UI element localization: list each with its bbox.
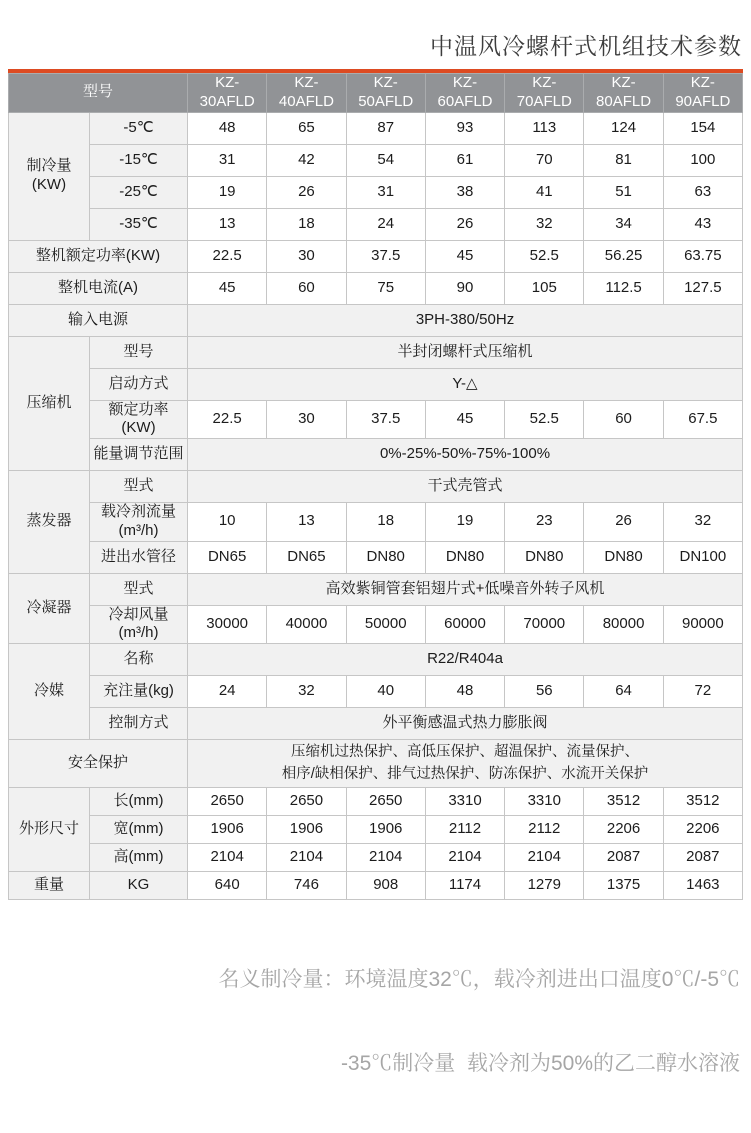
- footnote-line-1: 名义制冷量：环境温度32℃，载冷剂进出口温度0℃/-5℃: [218, 968, 740, 992]
- value-cell: 45: [188, 272, 267, 304]
- value-cell: 100: [663, 144, 742, 176]
- table-row: [9, 400, 743, 439]
- value-cell: 19: [188, 176, 267, 208]
- row-label-cell: 冷却风量(m³/h): [90, 605, 188, 644]
- value-cell: 41: [505, 176, 584, 208]
- value-cell: 90000: [663, 605, 742, 644]
- table-row: [9, 304, 743, 336]
- value-cell: 30000: [188, 605, 267, 644]
- value-cell: 124: [584, 112, 663, 144]
- row-label-cell: 整机额定功率(KW): [9, 240, 188, 272]
- value-cell: 18: [346, 503, 425, 542]
- value-cell: 30: [267, 400, 346, 439]
- header-model-label: 型号: [9, 74, 188, 113]
- header-model: KZ-80AFLD: [584, 74, 663, 113]
- value-cell: 24: [346, 208, 425, 240]
- row-label-cell: 型式: [90, 471, 188, 503]
- row-label-cell: -25℃: [90, 176, 188, 208]
- table-header-row: [9, 74, 743, 113]
- value-cell: 45: [425, 400, 504, 439]
- value-cell: DN65: [267, 541, 346, 573]
- safety-protection-cell: [188, 740, 743, 788]
- table-row: [9, 816, 743, 844]
- value-cell: 40: [346, 676, 425, 708]
- table-row: [9, 503, 743, 542]
- table-row: [9, 788, 743, 816]
- value-cell: 1906: [267, 816, 346, 844]
- value-cell: 56.25: [584, 240, 663, 272]
- value-cell: 65: [267, 112, 346, 144]
- row-label-cell: 输入电源: [9, 304, 188, 336]
- table-row: [9, 471, 743, 503]
- value-cell: 52.5: [505, 400, 584, 439]
- category-cell-weight: 重量: [9, 872, 90, 900]
- table-row: [9, 872, 743, 900]
- merged-value-cell: 3PH-380/50Hz: [188, 304, 743, 336]
- row-label-cell: 控制方式: [90, 708, 188, 740]
- value-cell: 1906: [188, 816, 267, 844]
- table-row: [9, 272, 743, 304]
- value-cell: 32: [505, 208, 584, 240]
- value-cell: 67.5: [663, 400, 742, 439]
- header-model: KZ-90AFLD: [663, 74, 742, 113]
- value-cell: DN80: [584, 541, 663, 573]
- value-cell: 31: [188, 144, 267, 176]
- value-cell: 51: [584, 176, 663, 208]
- value-cell: 2104: [188, 844, 267, 872]
- value-cell: 908: [346, 872, 425, 900]
- value-cell: 42: [267, 144, 346, 176]
- value-cell: 43: [663, 208, 742, 240]
- table-row: [9, 573, 743, 605]
- row-label-cell: 充注量(kg): [90, 676, 188, 708]
- table-row: [9, 240, 743, 272]
- table-row: [9, 336, 743, 368]
- footnote-line-2: -35℃制冷量 载冷剂为50%的乙二醇水溶液: [340, 1051, 740, 1075]
- row-label-cell: 载冷剂流量(m³/h): [90, 503, 188, 542]
- row-label-cell: 整机电流(A): [9, 272, 188, 304]
- safety-line-1: 压缩机过热保护、高低压保护、超温保护、流量保护、: [291, 743, 639, 760]
- value-cell: 70: [505, 144, 584, 176]
- spec-table: [8, 73, 743, 900]
- merged-value-cell: Y-△: [188, 368, 743, 400]
- value-cell: 93: [425, 112, 504, 144]
- value-cell: 32: [663, 503, 742, 542]
- row-label-cell: 安全保护: [9, 740, 188, 788]
- table-row: [9, 439, 743, 471]
- page-title: 中温风冷螺杆式机组技术参数: [430, 33, 742, 59]
- value-cell: 10: [188, 503, 267, 542]
- value-cell: 30: [267, 240, 346, 272]
- value-cell: 40000: [267, 605, 346, 644]
- merged-value-cell: R22/R404a: [188, 644, 743, 676]
- value-cell: 2104: [346, 844, 425, 872]
- value-cell: 3512: [663, 788, 742, 816]
- row-label-cell: 型号: [90, 336, 188, 368]
- header-model: KZ-70AFLD: [505, 74, 584, 113]
- merged-value-cell: 外平衡感温式热力膨胀阀: [188, 708, 743, 740]
- table-row: [9, 844, 743, 872]
- row-label-cell: 能量调节范围: [90, 439, 188, 471]
- table-row: [9, 740, 743, 788]
- value-cell: 2112: [505, 816, 584, 844]
- header-model: KZ-60AFLD: [425, 74, 504, 113]
- value-cell: 22.5: [188, 240, 267, 272]
- value-cell: 1463: [663, 872, 742, 900]
- value-cell: DN65: [188, 541, 267, 573]
- value-cell: 24: [188, 676, 267, 708]
- value-cell: 2650: [188, 788, 267, 816]
- value-cell: 19: [425, 503, 504, 542]
- merged-value-cell: 0%-25%-50%-75%-100%: [188, 439, 743, 471]
- value-cell: 63: [663, 176, 742, 208]
- row-label-cell: 名称: [90, 644, 188, 676]
- value-cell: 56: [505, 676, 584, 708]
- value-cell: 60000: [425, 605, 504, 644]
- table-row: [9, 605, 743, 644]
- value-cell: DN80: [346, 541, 425, 573]
- footnote: [0, 911, 740, 1133]
- value-cell: 32: [267, 676, 346, 708]
- table-row: [9, 644, 743, 676]
- value-cell: DN100: [663, 541, 742, 573]
- value-cell: 34: [584, 208, 663, 240]
- value-cell: 38: [425, 176, 504, 208]
- value-cell: 37.5: [346, 240, 425, 272]
- value-cell: 75: [346, 272, 425, 304]
- value-cell: 60: [584, 400, 663, 439]
- header-model: KZ-30AFLD: [188, 74, 267, 113]
- value-cell: 2206: [663, 816, 742, 844]
- row-label-cell: -5℃: [90, 112, 188, 144]
- row-label-cell: 宽(mm): [90, 816, 188, 844]
- value-cell: 1279: [505, 872, 584, 900]
- table-row: [9, 176, 743, 208]
- value-cell: 60: [267, 272, 346, 304]
- value-cell: 90: [425, 272, 504, 304]
- value-cell: 2650: [267, 788, 346, 816]
- value-cell: 26: [425, 208, 504, 240]
- value-cell: 127.5: [663, 272, 742, 304]
- value-cell: 1174: [425, 872, 504, 900]
- merged-value-cell: 干式壳管式: [188, 471, 743, 503]
- value-cell: 105: [505, 272, 584, 304]
- category-cell-refrigerant: 冷媒: [9, 644, 90, 740]
- value-cell: 3310: [505, 788, 584, 816]
- value-cell: 72: [663, 676, 742, 708]
- value-cell: 87: [346, 112, 425, 144]
- row-label-cell: 启动方式: [90, 368, 188, 400]
- value-cell: 64: [584, 676, 663, 708]
- row-label-cell: KG: [90, 872, 188, 900]
- category-cell-condenser: 冷凝器: [9, 573, 90, 644]
- value-cell: 154: [663, 112, 742, 144]
- value-cell: 48: [425, 676, 504, 708]
- header-model: KZ-50AFLD: [346, 74, 425, 113]
- value-cell: 2104: [425, 844, 504, 872]
- value-cell: 2206: [584, 816, 663, 844]
- value-cell: 50000: [346, 605, 425, 644]
- value-cell: 1375: [584, 872, 663, 900]
- value-cell: 2087: [584, 844, 663, 872]
- value-cell: 63.75: [663, 240, 742, 272]
- value-cell: 81: [584, 144, 663, 176]
- row-label-cell: -35℃: [90, 208, 188, 240]
- value-cell: 31: [346, 176, 425, 208]
- value-cell: 2104: [267, 844, 346, 872]
- value-cell: 640: [188, 872, 267, 900]
- table-row: [9, 676, 743, 708]
- row-label-cell: 高(mm): [90, 844, 188, 872]
- value-cell: 45: [425, 240, 504, 272]
- value-cell: DN80: [505, 541, 584, 573]
- value-cell: 1906: [346, 816, 425, 844]
- value-cell: 26: [267, 176, 346, 208]
- value-cell: 18: [267, 208, 346, 240]
- value-cell: 80000: [584, 605, 663, 644]
- value-cell: DN80: [425, 541, 504, 573]
- value-cell: 2112: [425, 816, 504, 844]
- row-label-cell: 额定功率(KW): [90, 400, 188, 439]
- table-row: [9, 368, 743, 400]
- value-cell: 54: [346, 144, 425, 176]
- value-cell: 37.5: [346, 400, 425, 439]
- merged-value-cell: 半封闭螺杆式压缩机: [188, 336, 743, 368]
- header-model: KZ-40AFLD: [267, 74, 346, 113]
- value-cell: 3512: [584, 788, 663, 816]
- row-label-cell: 长(mm): [90, 788, 188, 816]
- merged-value-cell: 高效紫铜管套铝翅片式+低噪音外转子风机: [188, 573, 743, 605]
- row-label-cell: 型式: [90, 573, 188, 605]
- value-cell: 61: [425, 144, 504, 176]
- table-row: [9, 541, 743, 573]
- row-label-cell: -15℃: [90, 144, 188, 176]
- value-cell: 23: [505, 503, 584, 542]
- category-cell-cooling: 制冷量(KW): [9, 112, 90, 240]
- category-cell-evaporator: 蒸发器: [9, 471, 90, 574]
- table-row: [9, 144, 743, 176]
- value-cell: 2104: [505, 844, 584, 872]
- row-label-cell: 进出水管径: [90, 541, 188, 573]
- category-cell-dimensions: 外形尺寸: [9, 788, 90, 872]
- value-cell: 3310: [425, 788, 504, 816]
- value-cell: 112.5: [584, 272, 663, 304]
- value-cell: 26: [584, 503, 663, 542]
- value-cell: 113: [505, 112, 584, 144]
- value-cell: 22.5: [188, 400, 267, 439]
- value-cell: 13: [267, 503, 346, 542]
- table-row: [9, 708, 743, 740]
- table-row: [9, 112, 743, 144]
- value-cell: 48: [188, 112, 267, 144]
- table-row: [9, 208, 743, 240]
- value-cell: 13: [188, 208, 267, 240]
- safety-line-2: 相序/缺相保护、排气过热保护、防冻保护、水流开关保护: [281, 765, 649, 782]
- value-cell: 746: [267, 872, 346, 900]
- value-cell: 52.5: [505, 240, 584, 272]
- value-cell: 2650: [346, 788, 425, 816]
- category-cell-compressor: 压缩机: [9, 336, 90, 471]
- value-cell: 2087: [663, 844, 742, 872]
- value-cell: 70000: [505, 605, 584, 644]
